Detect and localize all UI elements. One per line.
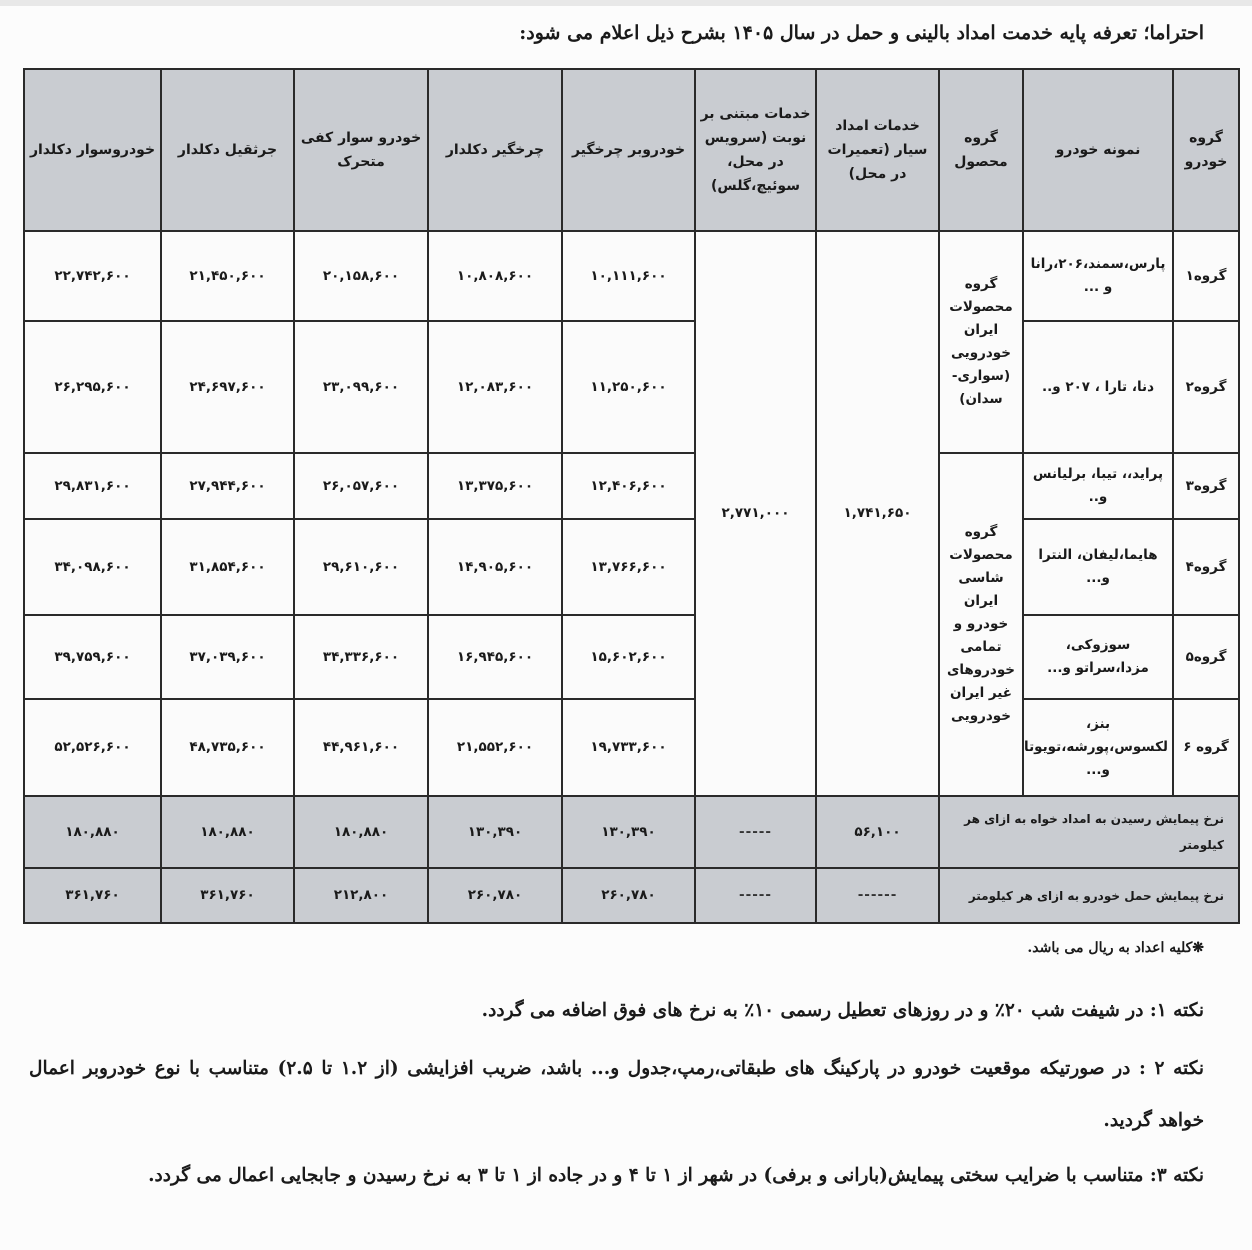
model-cell: سوزوکی، مزدا،سراتو و... [1023, 615, 1173, 699]
model-cell: بنز، لکسوس،پورشه،تویوتا و... [1023, 699, 1173, 796]
header-wheel-lift-boom: چرخگیر دکلدار [428, 69, 562, 231]
summary-cell: ۱۳۰,۳۹۰ [428, 796, 562, 868]
summary-cell: ------ [816, 868, 939, 923]
top-edge [0, 0, 1252, 6]
price-cell: ۱۹,۷۳۳,۶۰۰ [562, 699, 695, 796]
summary-cell: ۲۱۲,۸۰۰ [294, 868, 428, 923]
price-cell: ۲۶,۲۹۵,۶۰۰ [24, 321, 161, 453]
header-row [24, 69, 1239, 231]
price-cell: ۱۳,۷۶۶,۶۰۰ [562, 519, 695, 615]
note-2: نکته ۲ : در صورتیکه موقعیت خودرو در پارکینگ های طبقاتی،رمپ،جدول و... باشد، ضریب افزایشی (از ۱.۲ تا ۲.۵) متناسب با نوع خودروبر اعمال خواهد گردید. [29, 1058, 1204, 1131]
table-row [24, 519, 1239, 615]
price-cell: ۲۳,۰۹۹,۶۰۰ [294, 321, 428, 453]
model-cell: دنا، تارا ، ۲۰۷ و.. [1023, 321, 1173, 453]
price-cell: ۵۲,۵۲۶,۶۰۰ [24, 699, 161, 796]
price-cell: ۲۲,۷۴۲,۶۰۰ [24, 231, 161, 321]
mobile-service-price: ۱,۷۴۱,۶۵۰ [816, 231, 939, 796]
model-cell: پراید،، تیبا، برلیانس و.. [1023, 453, 1173, 519]
price-cell: ۱۵,۶۰۲,۶۰۰ [562, 615, 695, 699]
price-cell: ۴۴,۹۶۱,۶۰۰ [294, 699, 428, 796]
summary-row-arrival-rate [24, 796, 1239, 868]
summary-cell: ۱۳۰,۳۹۰ [562, 796, 695, 868]
header-mobile-service: خدمات امداد سیار (تعمیرات در محل) [816, 69, 939, 231]
header-flatbed-tow: خودرو سوار کفی متحرک [294, 69, 428, 231]
table-row [24, 321, 1239, 453]
price-cell: ۳۱,۸۵۴,۶۰۰ [161, 519, 294, 615]
table-row [24, 453, 1239, 519]
summary-cell: ۳۶۱,۷۶۰ [24, 868, 161, 923]
header-appointment-service: خدمات مبتنی بر نوبت (سرویس در محل، سوئیچ،گلس) [695, 69, 816, 231]
group-cell: گروه۴ [1173, 519, 1239, 615]
price-cell: ۴۸,۷۳۵,۶۰۰ [161, 699, 294, 796]
price-cell: ۲۱,۴۵۰,۶۰۰ [161, 231, 294, 321]
price-cell: ۱۰,۸۰۸,۶۰۰ [428, 231, 562, 321]
product-group-cell: گروه محصولات شاسی ایران خودرو و تمامی خودروهای غیر ایران خودرویی [939, 453, 1023, 796]
price-cell: ۳۴,۳۳۶,۶۰۰ [294, 615, 428, 699]
summary-cell: ۱۸۰,۸۸۰ [161, 796, 294, 868]
model-cell: هایما،لیفان، النترا و... [1023, 519, 1173, 615]
price-cell: ۱۰,۱۱۱,۶۰۰ [562, 231, 695, 321]
group-cell: گروه۳ [1173, 453, 1239, 519]
summary-cell: ۳۶۱,۷۶۰ [161, 868, 294, 923]
group-cell: گروه۵ [1173, 615, 1239, 699]
summary-cell: ۵۶,۱۰۰ [816, 796, 939, 868]
summary-cell: ۲۶۰,۷۸۰ [428, 868, 562, 923]
header-carrier-boom: خودروسوار دکلدار [24, 69, 161, 231]
group-cell: گروه۱ [1173, 231, 1239, 321]
summary-label: نرخ پیمایش حمل خودرو به ازای هر کیلومتر [939, 868, 1239, 923]
header-vehicle-group: گروه خودرو [1173, 69, 1239, 231]
tariff-table [23, 68, 1240, 924]
appointment-service-price: ۲,۷۷۱,۰۰۰ [695, 231, 816, 796]
summary-label: نرخ پیمایش رسیدن به امداد خواه به ازای هر کیلومتر [939, 796, 1239, 868]
price-cell: ۳۹,۷۵۹,۶۰۰ [24, 615, 161, 699]
summary-cell: ۱۸۰,۸۸۰ [24, 796, 161, 868]
summary-cell: ۱۸۰,۸۸۰ [294, 796, 428, 868]
header-boom-crane: جرثقیل دکلدار [161, 69, 294, 231]
table-row [24, 231, 1239, 321]
price-cell: ۲۷,۹۴۴,۶۰۰ [161, 453, 294, 519]
header-vehicle-model: نمونه خودرو [1023, 69, 1173, 231]
price-cell: ۲۹,۸۳۱,۶۰۰ [24, 453, 161, 519]
price-cell: ۱۱,۲۵۰,۶۰۰ [562, 321, 695, 453]
summary-cell: ----- [695, 796, 816, 868]
table-row [24, 615, 1239, 699]
price-cell: ۲۴,۶۹۷,۶۰۰ [161, 321, 294, 453]
price-cell: ۳۷,۰۳۹,۶۰۰ [161, 615, 294, 699]
group-cell: گروه۲ [1173, 321, 1239, 453]
price-cell: ۱۶,۹۴۵,۶۰۰ [428, 615, 562, 699]
group-cell: گروه ۶ [1173, 699, 1239, 796]
price-cell: ۳۴,۰۹۸,۶۰۰ [24, 519, 161, 615]
note-1: نکته ۱: در شیفت شب ۲۰٪ و در روزهای تعطیل رسمی ۱۰٪ به نرخ های فوق اضافه می گردد. [481, 1000, 1204, 1021]
summary-cell: ۲۶۰,۷۸۰ [562, 868, 695, 923]
price-cell: ۲۹,۶۱۰,۶۰۰ [294, 519, 428, 615]
header-wheel-lift-tow: خودروبر چرخگیر [562, 69, 695, 231]
price-cell: ۱۲,۴۰۶,۶۰۰ [562, 453, 695, 519]
summary-row-towing-rate [24, 868, 1239, 923]
price-cell: ۱۲,۰۸۳,۶۰۰ [428, 321, 562, 453]
product-group-cell: گروه محصولات ایران خودرویی (سواری- سدان) [939, 231, 1023, 453]
table-row [24, 699, 1239, 796]
document-title: احتراما؛ تعرفه پایه خدمت امداد بالینی و حمل در سال ۱۴۰۵ بشرح ذیل اعلام می شود: [519, 22, 1204, 44]
summary-cell: ----- [695, 868, 816, 923]
note-3: نکته ۳: متناسب با ضرایب سختی پیمایش(بارانی و برفی) در شهر از ۱ تا ۴ و در جاده از ۱ تا ۳ به نرخ رسیدن و جابجایی اعمال می گردد. [148, 1165, 1204, 1186]
header-product-group: گروه محصول [939, 69, 1023, 231]
price-cell: ۲۱,۵۵۲,۶۰۰ [428, 699, 562, 796]
currency-note: ❋کلیه اعداد به ریال می باشد. [1027, 940, 1204, 956]
price-cell: ۱۴,۹۰۵,۶۰۰ [428, 519, 562, 615]
price-cell: ۲۰,۱۵۸,۶۰۰ [294, 231, 428, 321]
model-cell: پارس،سمند،۲۰۶،رانا و ... [1023, 231, 1173, 321]
price-cell: ۲۶,۰۵۷,۶۰۰ [294, 453, 428, 519]
price-cell: ۱۳,۳۷۵,۶۰۰ [428, 453, 562, 519]
